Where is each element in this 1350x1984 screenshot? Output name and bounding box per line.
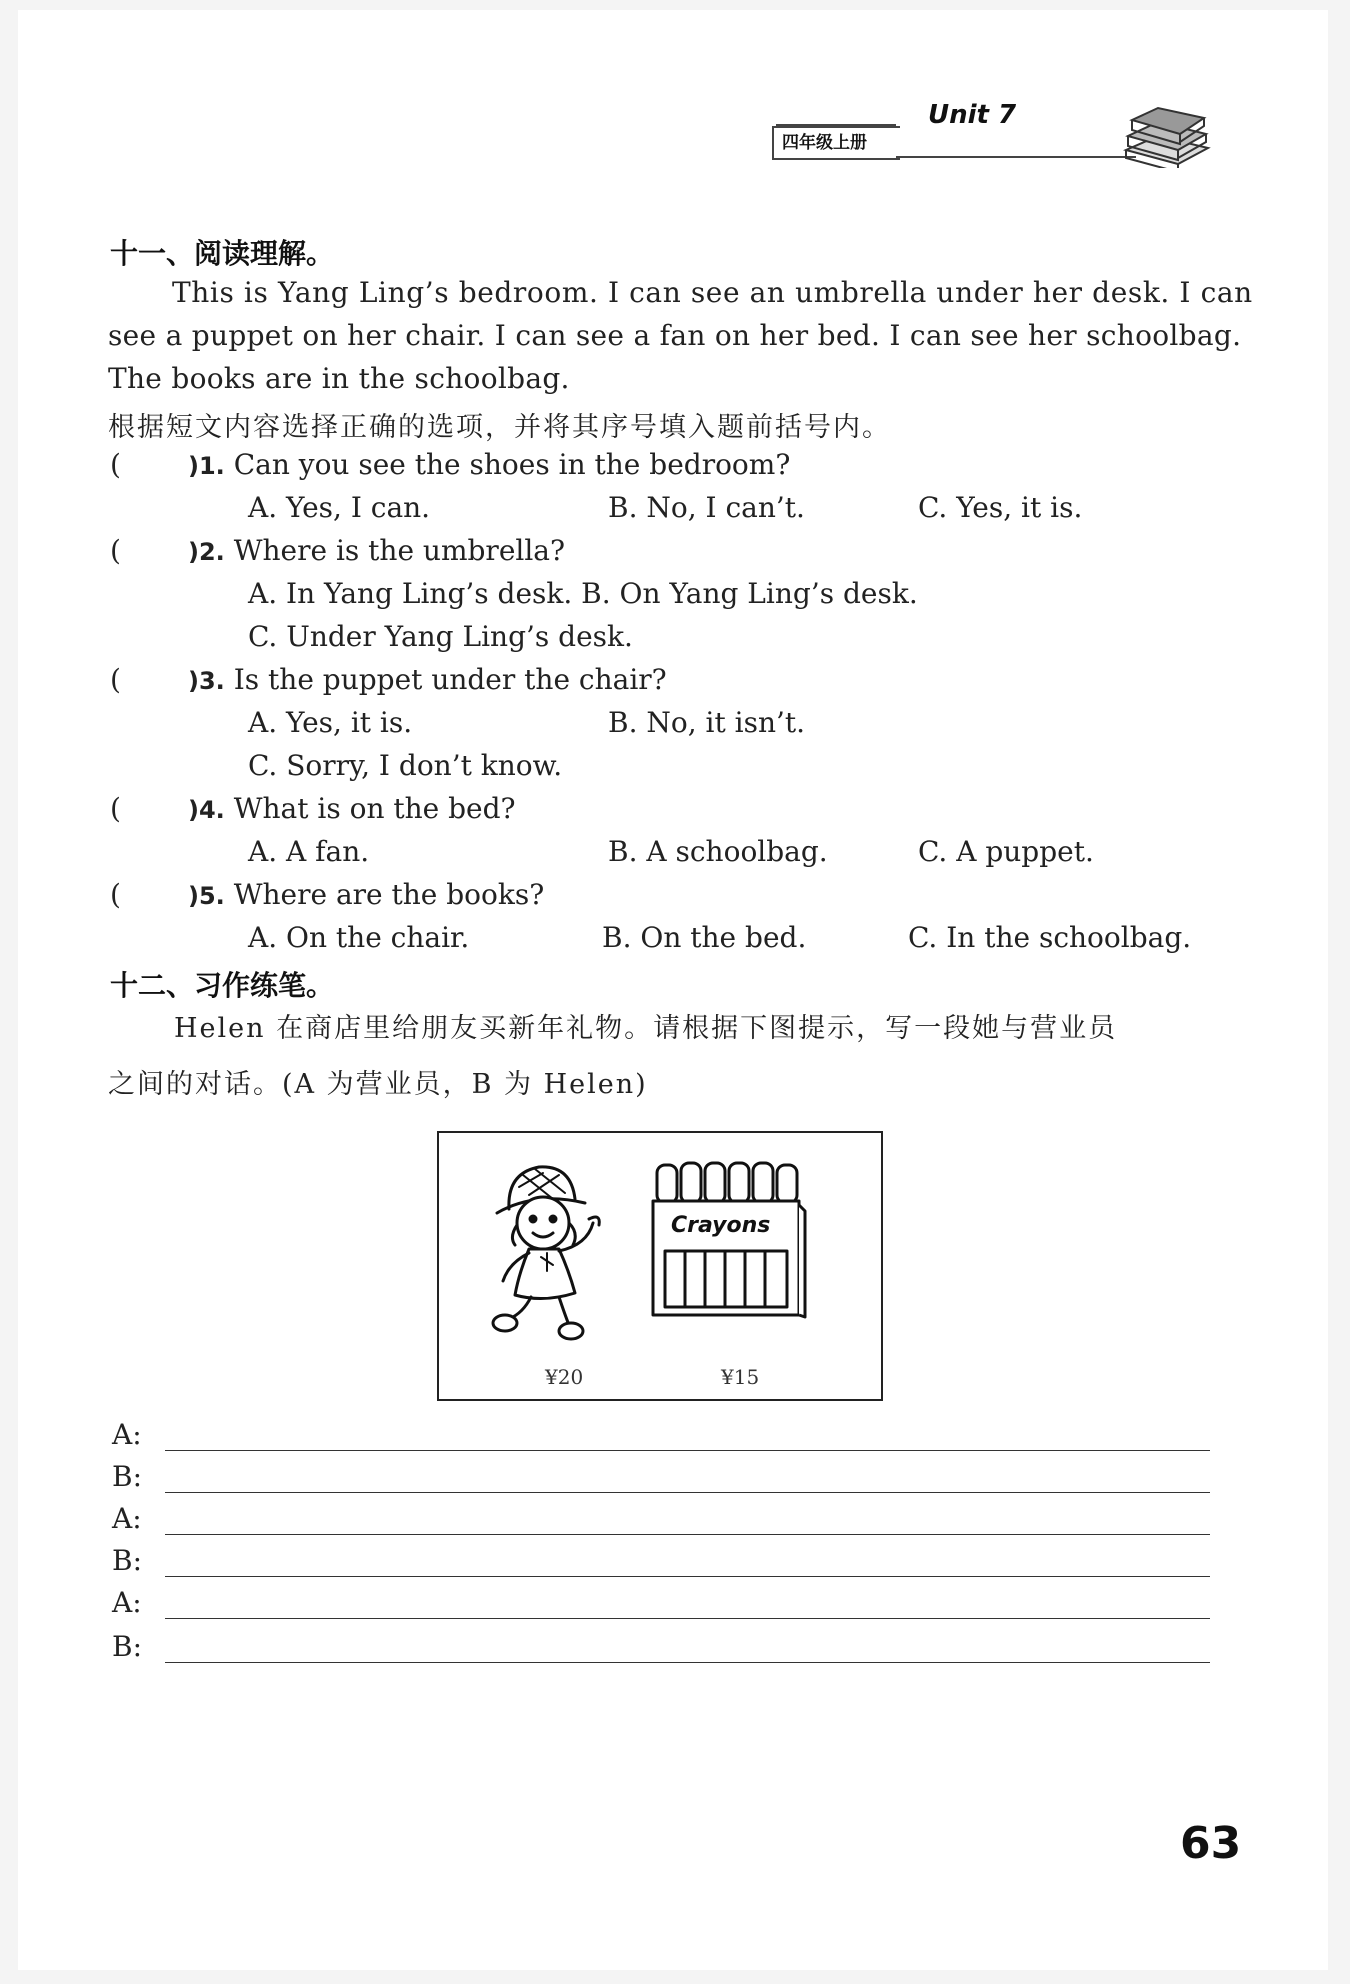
question-2 [188, 534, 565, 567]
q1-option-a: A. Yes, I can. [248, 491, 431, 524]
dialogue-label: A: [112, 1586, 142, 1619]
q4-option-c: C. A puppet. [918, 835, 1094, 868]
crayons-box-icon [651, 1155, 811, 1325]
question-text: Where are the books? [233, 878, 545, 911]
dialogue-label: A: [112, 1502, 142, 1535]
page-header [772, 96, 1212, 176]
q1-option-b: B. No, I can’t. [608, 491, 805, 524]
answer-line[interactable] [165, 1450, 1210, 1451]
dialogue-label: B: [112, 1460, 143, 1493]
books-stack-icon [1118, 96, 1214, 168]
header-baseline [896, 156, 1136, 158]
question-number: )1. [188, 452, 225, 480]
passage-line-3: The books are in the schoolbag. [108, 362, 570, 395]
q4-option-b: B. A schoolbag. [608, 835, 828, 868]
grade-label: 四年级上册 [772, 126, 900, 160]
q5-option-b: B. On the bed. [602, 921, 807, 954]
crayons-price: ¥15 [721, 1365, 760, 1389]
passage-line-1: This is Yang Ling’s bedroom. I can see an umbrella under her desk. I can [172, 276, 1253, 309]
q4-option-a: A. A fan. [248, 835, 370, 868]
instruction: 根据短文内容选择正确的选项，并将其序号填入题前括号内。 [108, 412, 891, 443]
doll-price: ¥20 [545, 1365, 584, 1389]
page-number: 63 [1180, 1818, 1242, 1869]
dialogue-label: B: [112, 1544, 143, 1577]
answer-paren: ( [110, 878, 121, 911]
question-5 [188, 878, 544, 911]
answer-line[interactable] [165, 1576, 1210, 1577]
q5-option-a: A. On the chair. [248, 921, 470, 954]
q3-option-b: B. No, it isn’t. [608, 706, 806, 739]
question-text: What is on the bed? [233, 792, 516, 825]
answer-paren: ( [110, 792, 121, 825]
unit-title: Unit 7 [928, 100, 1017, 130]
q2-option-c: C. Under Yang Ling’s desk. [248, 620, 633, 653]
q1-option-c: C. Yes, it is. [918, 491, 1083, 524]
puppet-doll-icon [489, 1153, 619, 1343]
answer-paren: ( [110, 663, 121, 696]
dialogue-label: A: [112, 1418, 142, 1451]
shop-picture [437, 1131, 883, 1401]
question-text: Is the puppet under the chair? [233, 663, 667, 696]
answer-line[interactable] [165, 1492, 1210, 1493]
answer-line[interactable] [165, 1618, 1210, 1619]
writing-prompt-line-1: Helen 在商店里给朋友买新年礼物。请根据下图提示，写一段她与营业员 [174, 1013, 1118, 1044]
q2-option-a-b: A. In Yang Ling’s desk. B. On Yang Ling’s desk. [248, 577, 918, 610]
question-text: Can you see the shoes in the bedroom? [233, 448, 791, 481]
answer-line[interactable] [165, 1534, 1210, 1535]
q5-option-c: C. In the schoolbag. [908, 921, 1192, 954]
question-3 [188, 663, 667, 696]
section-11-title: 十一、阅读理解。 [110, 237, 335, 270]
question-number: )2. [188, 538, 225, 566]
answer-line[interactable] [165, 1662, 1210, 1663]
crayons-label: Crayons [671, 1213, 771, 1238]
question-number: )4. [188, 796, 225, 824]
question-number: )5. [188, 882, 225, 910]
passage-line-2: see a puppet on her chair. I can see a fan on her bed. I can see her schoolbag. [108, 319, 1242, 352]
answer-paren: ( [110, 448, 121, 481]
question-number: )3. [188, 667, 225, 695]
question-1 [188, 448, 790, 481]
writing-prompt-line-2: 之间的对话。(A 为营业员，B 为 Helen) [108, 1069, 648, 1100]
q3-option-c: C. Sorry, I don’t know. [248, 749, 563, 782]
answer-paren: ( [110, 534, 121, 567]
question-4 [188, 792, 516, 825]
question-text: Where is the umbrella? [233, 534, 565, 567]
dialogue-label: B: [112, 1630, 143, 1663]
q3-option-a: A. Yes, it is. [248, 706, 413, 739]
section-12-title: 十二、习作练笔。 [110, 969, 335, 1002]
